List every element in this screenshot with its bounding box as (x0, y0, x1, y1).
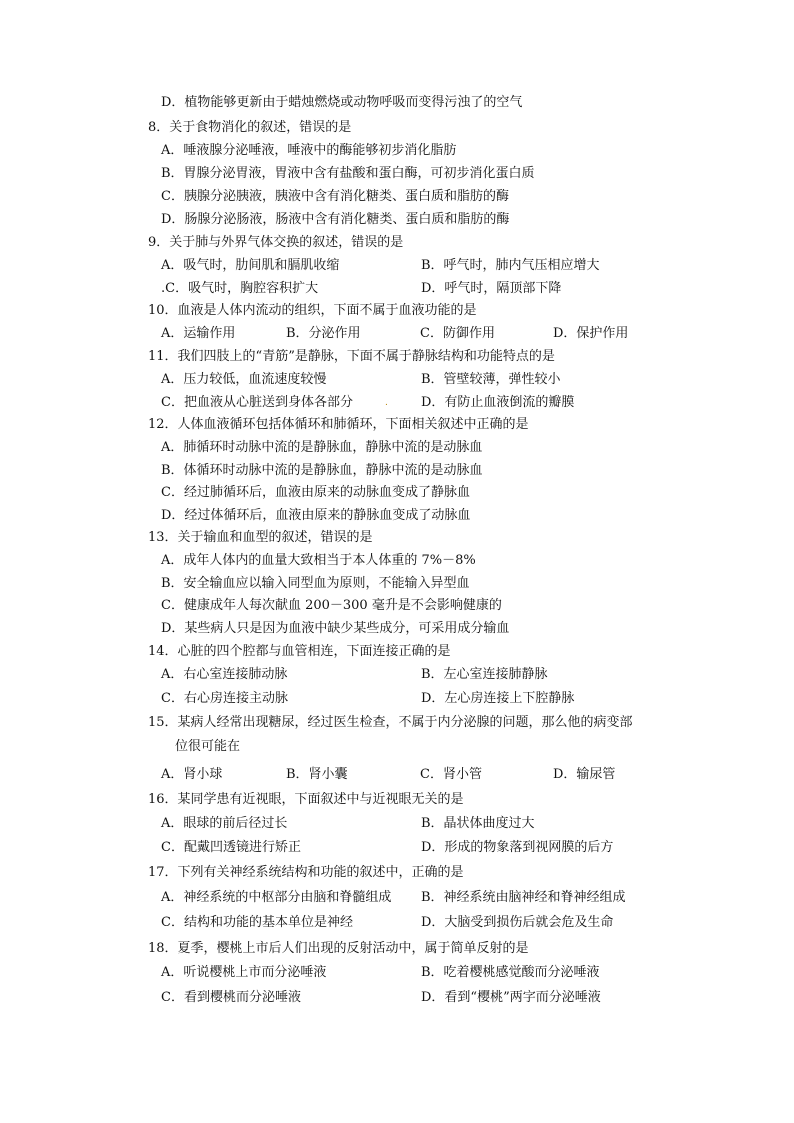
answer-option: B．神经系统由脑神经和脊神经组成 (421, 890, 626, 905)
answer-option: D．经过体循环后，血液由原来的静脉血变成了动脉血 (161, 508, 471, 523)
option-line (0, 573, 794, 595)
answer-option: D．大脑受到损伤后就会危及生命 (421, 915, 614, 930)
option-line (0, 987, 794, 1009)
option-line (0, 595, 794, 617)
option-line (0, 163, 794, 185)
answer-option: D．保护作用 (553, 326, 629, 341)
question-text: 15．某病人经常出现糖尿，经过医生检查，不属于内分泌腺的问题，那么他的病变部 (148, 715, 633, 730)
answer-option: A．压力较低，血流速度较慢 (161, 372, 327, 387)
answer-option: D．看到“樱桃”两字而分泌唾液 (421, 990, 601, 1005)
answer-option: B．安全输血应以输入同型血为原则，不能输入异型血 (161, 576, 470, 591)
answer-option: C．右心房连接主动脉 (161, 691, 288, 706)
answer-option: D．肠腺分泌肠液，肠液中含有消化糖类、蛋白质和脂肪的酶 (161, 212, 510, 227)
answer-option: D．形成的物象落到视网膜的后方 (421, 840, 614, 855)
answer-option: B．肾小囊 (286, 767, 348, 782)
answer-option: B．分泌作用 (286, 326, 361, 341)
question-line (0, 232, 794, 254)
option-line (0, 764, 794, 786)
question-line (0, 641, 794, 663)
question-line (0, 346, 794, 368)
option-line (0, 140, 794, 162)
answer-option: C．配戴凹透镜进行矫正 (161, 840, 301, 855)
answer-option: C．胰腺分泌胰液，胰液中含有消化糖类、蛋白质和脂肪的酶 (161, 189, 509, 204)
option-line (0, 688, 794, 710)
answer-option: D．植物能够更新由于蜡烛燃烧或动物呼吸而变得污浊了的空气 (161, 95, 523, 110)
question-text: 10．血液是人体内流动的组织，下面不属于血液功能的是 (148, 303, 477, 318)
answer-option: D．左心房连接上下腔静脉 (421, 691, 575, 706)
answer-option: C．肾小管 (420, 767, 482, 782)
answer-option: C．把血液从心脏送到身体各部分 (161, 395, 353, 410)
question-line (0, 527, 794, 549)
question-text: 位很可能在 (175, 739, 241, 754)
stray-mark: . (385, 398, 388, 408)
answer-option: B．呼气时，肺内气压相应增大 (421, 258, 600, 273)
question-text: 12．人体血液循环包括体循环和肺循环，下面相关叙述中正确的是 (148, 417, 529, 432)
option-line (0, 278, 794, 300)
answer-option: D．呼气时，隔顶部下降 (421, 281, 562, 296)
question-line (0, 117, 794, 139)
answer-option: A．眼球的前后径过长 (161, 816, 288, 831)
question-line (0, 414, 794, 436)
answer-option: .C．吸气时，胸腔容积扩大 (161, 281, 319, 296)
answer-option: B．晶状体曲度过大 (421, 816, 535, 831)
answer-option: A．肾小球 (161, 767, 223, 782)
option-line (0, 505, 794, 527)
answer-option: A．成年人体内的血量大致相当于本人体重的 7%－8% (161, 553, 476, 568)
option-line (0, 813, 794, 835)
option-line (0, 209, 794, 231)
answer-option: C．结构和功能的基本单位是神经 (161, 915, 353, 930)
question-line (0, 736, 794, 758)
question-text: 9．关于肺与外界气体交换的叙述，错误的是 (148, 235, 404, 250)
question-line (0, 300, 794, 322)
option-line (0, 369, 794, 391)
option-line (0, 460, 794, 482)
answer-option: C．防御作用 (420, 326, 495, 341)
answer-option: A．唾液腺分泌唾液，唾液中的酶能够初步消化脂肪 (161, 143, 457, 158)
answer-option: C．健康成年人每次献血 200－300 毫升是不会影响健康的 (161, 598, 502, 613)
answer-option: A．运输作用 (161, 326, 236, 341)
option-line (0, 255, 794, 277)
option-line (0, 664, 794, 686)
option-line (0, 482, 794, 504)
answer-option: B．左心室连接肺静脉 (421, 667, 548, 682)
answer-option: D．某些病人只是因为血液中缺少某些成分，可采用成分输血 (161, 621, 510, 636)
question-line (0, 938, 794, 960)
question-line (0, 712, 794, 734)
answer-option: C．看到樱桃而分泌唾液 (161, 990, 301, 1005)
answer-option: B．体循环时动脉中流的是静脉血，静脉中流的是动脉血 (161, 463, 483, 478)
question-text: 18．夏季，樱桃上市后人们出现的反射活动中，属于简单反射的是 (148, 941, 529, 956)
question-text: 14．心脏的四个腔都与血管相连，下面连接正确的是 (148, 644, 451, 659)
answer-option: B．管壁较薄，弹性较小 (421, 372, 561, 387)
option-line (0, 92, 794, 114)
question-line (0, 862, 794, 884)
answer-option: B．胃腺分泌胃液，胃液中含有盐酸和蛋白酶，可初步消化蛋白质 (161, 166, 535, 181)
answer-option: A．吸气时，肋间肌和膈肌收缩 (161, 258, 340, 273)
question-text: 11．我们四肢上的“青筋”是静脉，下面不属于静脉结构和功能特点的是 (148, 349, 555, 364)
answer-option: B．吃着樱桃感觉酸而分泌唾液 (421, 965, 600, 980)
option-line (0, 912, 794, 934)
answer-option: A．听说樱桃上市而分泌唾液 (161, 965, 327, 980)
question-text: 16．某同学患有近视眼，下面叙述中与近视眼无关的是 (148, 792, 464, 807)
answer-option: D．输尿管 (553, 767, 616, 782)
question-text: 13．关于输血和血型的叙述，错误的是 (148, 530, 373, 545)
answer-option: D．有防止血液倒流的瓣膜 (421, 395, 575, 410)
question-line (0, 789, 794, 811)
option-line (0, 186, 794, 208)
option-line (0, 392, 794, 414)
answer-option: A．神经系统的中枢部分由脑和脊髓组成 (161, 890, 392, 905)
option-line (0, 962, 794, 984)
option-line (0, 887, 794, 909)
option-line (0, 837, 794, 859)
option-line (0, 550, 794, 572)
question-text: 8．关于食物消化的叙述，错误的是 (148, 120, 352, 135)
option-line (0, 618, 794, 640)
answer-option: A．右心室连接肺动脉 (161, 667, 288, 682)
option-line (0, 437, 794, 459)
answer-option: A．肺循环时动脉中流的是静脉血，静脉中流的是动脉血 (161, 440, 483, 455)
question-text: 17．下列有关神经系统结构和功能的叙述中，正确的是 (148, 865, 464, 880)
answer-option: C．经过肺循环后，血液由原来的动脉血变成了静脉血 (161, 485, 470, 500)
option-line (0, 323, 794, 345)
